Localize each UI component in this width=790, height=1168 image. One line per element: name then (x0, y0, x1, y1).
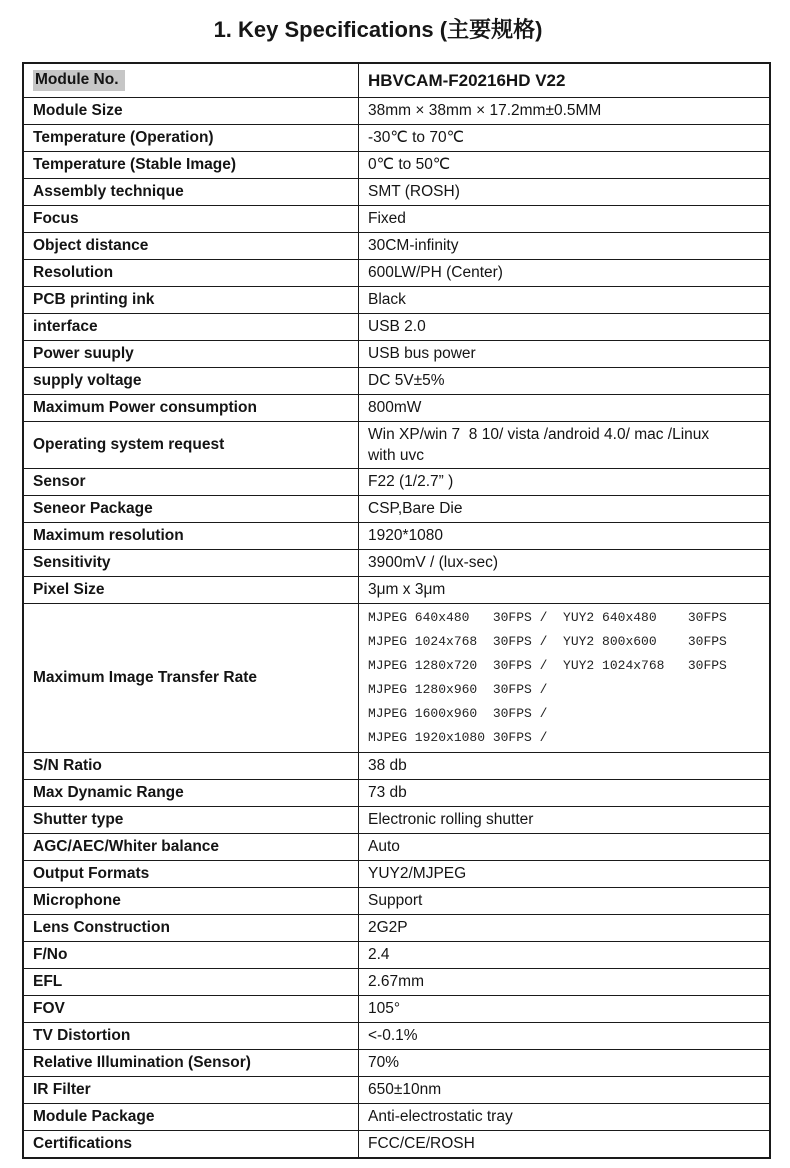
spec-value-cell (359, 314, 769, 340)
spec-value: 2G2P (368, 919, 408, 936)
spec-value: HBVCAM-F20216HD V22 (368, 70, 566, 90)
spec-label: Relative Illumination (Sensor) (33, 1054, 251, 1071)
spec-row (24, 860, 769, 887)
spec-label-cell (24, 780, 359, 806)
spec-label-cell (24, 125, 359, 151)
spec-row (24, 151, 769, 178)
spec-value-cell (359, 807, 769, 833)
spec-row (24, 340, 769, 367)
spec-row (24, 64, 769, 97)
spec-value-line: MJPEG 1920x1080 30FPS / (368, 730, 548, 745)
spec-row (24, 833, 769, 860)
spec-value-cell (359, 206, 769, 232)
spec-value: Fixed (368, 210, 406, 227)
page-title: 1. Key Specifications (主要规格) (213, 17, 543, 42)
spec-value: DC 5V±5% (368, 372, 445, 389)
spec-row (24, 1076, 769, 1103)
spec-value-cell (359, 604, 769, 752)
spec-value: 0℃ to 50℃ (368, 156, 451, 173)
spec-label-cell (24, 807, 359, 833)
spec-label-cell (24, 422, 359, 468)
spec-label-cell (24, 942, 359, 968)
spec-value-line: MJPEG 1280x720 30FPS / YUY2 1024x768 30FPS (368, 658, 727, 673)
spec-label: Temperature (Stable Image) (33, 156, 236, 173)
spec-value: USB bus power (368, 345, 476, 362)
spec-label: PCB printing ink (33, 291, 155, 308)
spec-value: 3900mV / (lux-sec) (368, 554, 499, 571)
spec-row (24, 603, 769, 752)
spec-label: EFL (33, 973, 63, 990)
spec-label: Max Dynamic Range (33, 784, 184, 801)
spec-label-cell (24, 469, 359, 495)
spec-value-line: MJPEG 640x480 30FPS / YUY2 640x480 30FPS (368, 610, 727, 625)
spec-value-cell (359, 64, 769, 97)
spec-row (24, 313, 769, 340)
spec-row (24, 941, 769, 968)
spec-row (24, 259, 769, 286)
spec-row (24, 887, 769, 914)
spec-value-cell (359, 368, 769, 394)
spec-label-cell (24, 314, 359, 340)
key-specifications-table (22, 62, 771, 1159)
spec-label-cell (24, 152, 359, 178)
spec-label: Shutter type (33, 811, 124, 828)
spec-row (24, 1022, 769, 1049)
spec-label: Maximum Image Transfer Rate (33, 669, 257, 686)
spec-value-cell (359, 233, 769, 259)
spec-row (24, 968, 769, 995)
spec-row (24, 205, 769, 232)
spec-row (24, 495, 769, 522)
spec-value-cell (359, 469, 769, 495)
spec-value-cell (359, 152, 769, 178)
spec-label-cell (24, 1131, 359, 1157)
spec-value-cell (359, 861, 769, 887)
spec-label-cell (24, 1050, 359, 1076)
spec-label-cell (24, 753, 359, 779)
spec-label-cell (24, 341, 359, 367)
spec-value-cell (359, 753, 769, 779)
spec-value: 650±10nm (368, 1081, 442, 1098)
spec-row (24, 1103, 769, 1130)
spec-label-cell (24, 996, 359, 1022)
spec-value-line: with uvc (368, 447, 424, 464)
spec-label: S/N Ratio (33, 757, 102, 774)
spec-row (24, 97, 769, 124)
spec-value-line: MJPEG 1024x768 30FPS / YUY2 800x600 30FPS (368, 634, 727, 649)
spec-value: SMT (ROSH) (368, 183, 460, 200)
spec-label: Lens Construction (33, 919, 170, 936)
spec-value: 30CM-infinity (368, 237, 459, 254)
spec-label-cell (24, 969, 359, 995)
spec-value: 73 db (368, 784, 407, 801)
spec-value-cell (359, 550, 769, 576)
spec-label-cell (24, 604, 359, 752)
spec-row (24, 394, 769, 421)
spec-value: 800mW (368, 399, 422, 416)
spec-label-cell (24, 1104, 359, 1130)
spec-label: Assembly technique (33, 183, 184, 200)
spec-row (24, 522, 769, 549)
spec-label: Power suuply (33, 345, 134, 362)
spec-label: interface (33, 318, 98, 335)
spec-value: CSP,Bare Die (368, 500, 463, 517)
spec-value: 38 db (368, 757, 407, 774)
spec-value-cell (359, 287, 769, 313)
spec-row (24, 752, 769, 779)
spec-label: Sensitivity (33, 554, 111, 571)
spec-label-cell (24, 888, 359, 914)
spec-value-cell (359, 915, 769, 941)
spec-label: IR Filter (33, 1081, 91, 1098)
spec-label: Module Size (33, 102, 123, 119)
spec-label-cell (24, 368, 359, 394)
spec-label-cell (24, 64, 359, 97)
spec-value: <-0.1% (368, 1027, 418, 1044)
spec-value-cell (359, 942, 769, 968)
spec-row (24, 1130, 769, 1157)
spec-row (24, 995, 769, 1022)
spec-label: F/No (33, 946, 68, 963)
spec-value: Electronic rolling shutter (368, 811, 534, 828)
spec-value: 38mm × 38mm × 17.2mm±0.5MM (368, 102, 602, 119)
spec-value-cell (359, 888, 769, 914)
spec-row (24, 779, 769, 806)
spec-label: Pixel Size (33, 581, 105, 598)
spec-label-cell (24, 523, 359, 549)
spec-row (24, 468, 769, 495)
spec-value: 3μm x 3μm (368, 581, 446, 598)
spec-label-cell (24, 287, 359, 313)
spec-label-cell (24, 233, 359, 259)
spec-value: 70% (368, 1054, 400, 1071)
spec-label-cell (24, 260, 359, 286)
spec-value-cell (359, 260, 769, 286)
spec-label-cell (24, 1023, 359, 1049)
spec-label: AGC/AEC/Whiter balance (33, 838, 220, 855)
spec-row (24, 421, 769, 468)
spec-value-cell (359, 1050, 769, 1076)
spec-value: YUY2/MJPEG (368, 865, 467, 882)
spec-label-cell (24, 834, 359, 860)
spec-label: Sensor (33, 473, 86, 490)
spec-label-cell (24, 206, 359, 232)
spec-value: USB 2.0 (368, 318, 426, 335)
spec-label: Output Formats (33, 865, 150, 882)
spec-label: Focus (33, 210, 79, 227)
spec-value: Anti-electrostatic tray (368, 1108, 513, 1125)
spec-label-cell (24, 577, 359, 603)
spec-value: Auto (368, 838, 400, 855)
spec-row (24, 549, 769, 576)
spec-label-cell (24, 1077, 359, 1103)
spec-value: -30℃ to 70℃ (368, 129, 464, 146)
spec-label: supply voltage (33, 372, 142, 389)
spec-value: 2.67mm (368, 973, 424, 990)
spec-label-cell (24, 496, 359, 522)
spec-value: F22 (1/2.7” ) (368, 473, 454, 490)
spec-value-cell (359, 395, 769, 421)
spec-label: Certifications (33, 1135, 133, 1152)
spec-label: Microphone (33, 892, 121, 909)
spec-label: Resolution (33, 264, 114, 281)
spec-row (24, 576, 769, 603)
spec-value: Support (368, 892, 423, 909)
spec-value-line: MJPEG 1280x960 30FPS / (368, 682, 548, 697)
spec-value-cell (359, 341, 769, 367)
spec-row (24, 914, 769, 941)
spec-value-cell (359, 996, 769, 1022)
spec-row (24, 232, 769, 259)
spec-label: Operating system request (33, 436, 225, 453)
spec-row (24, 806, 769, 833)
spec-value-cell (359, 422, 769, 468)
spec-label-cell (24, 179, 359, 205)
spec-value-cell (359, 523, 769, 549)
spec-value-cell (359, 1023, 769, 1049)
spec-label: TV Distortion (33, 1027, 131, 1044)
spec-row (24, 367, 769, 394)
spec-value-cell (359, 496, 769, 522)
spec-label: Temperature (Operation) (33, 129, 214, 146)
spec-value: 105° (368, 1000, 401, 1017)
spec-value-line: Win XP/win 7 8 10/ vista /android 4.0/ mac /Linux (368, 426, 710, 443)
spec-label: Object distance (33, 237, 149, 254)
spec-label-cell (24, 861, 359, 887)
spec-value-cell (359, 780, 769, 806)
spec-value-cell (359, 1131, 769, 1157)
spec-value-cell (359, 834, 769, 860)
spec-value-cell (359, 179, 769, 205)
spec-value-cell (359, 1077, 769, 1103)
spec-row (24, 286, 769, 313)
spec-label: Maximum Power consumption (33, 399, 257, 416)
spec-label: Seneor Package (33, 500, 153, 517)
spec-label: FOV (33, 1000, 65, 1017)
spec-value: 600LW/PH (Center) (368, 264, 503, 281)
spec-value-cell (359, 1104, 769, 1130)
spec-label-cell (24, 550, 359, 576)
spec-label: Module Package (33, 1108, 155, 1125)
spec-row (24, 124, 769, 151)
spec-label-cell (24, 98, 359, 124)
spec-value-cell (359, 577, 769, 603)
spec-value: 1920*1080 (368, 527, 443, 544)
spec-label: Module No. (33, 70, 125, 91)
spec-value: FCC/CE/ROSH (368, 1135, 475, 1152)
spec-row (24, 1049, 769, 1076)
spec-value-cell (359, 98, 769, 124)
spec-label: Maximum resolution (33, 527, 184, 544)
spec-value: Black (368, 291, 406, 308)
spec-row (24, 178, 769, 205)
spec-label-cell (24, 395, 359, 421)
spec-value: 2.4 (368, 946, 390, 963)
spec-value-cell (359, 969, 769, 995)
spec-value-line: MJPEG 1600x960 30FPS / (368, 706, 548, 721)
spec-value-cell (359, 125, 769, 151)
spec-label-cell (24, 915, 359, 941)
